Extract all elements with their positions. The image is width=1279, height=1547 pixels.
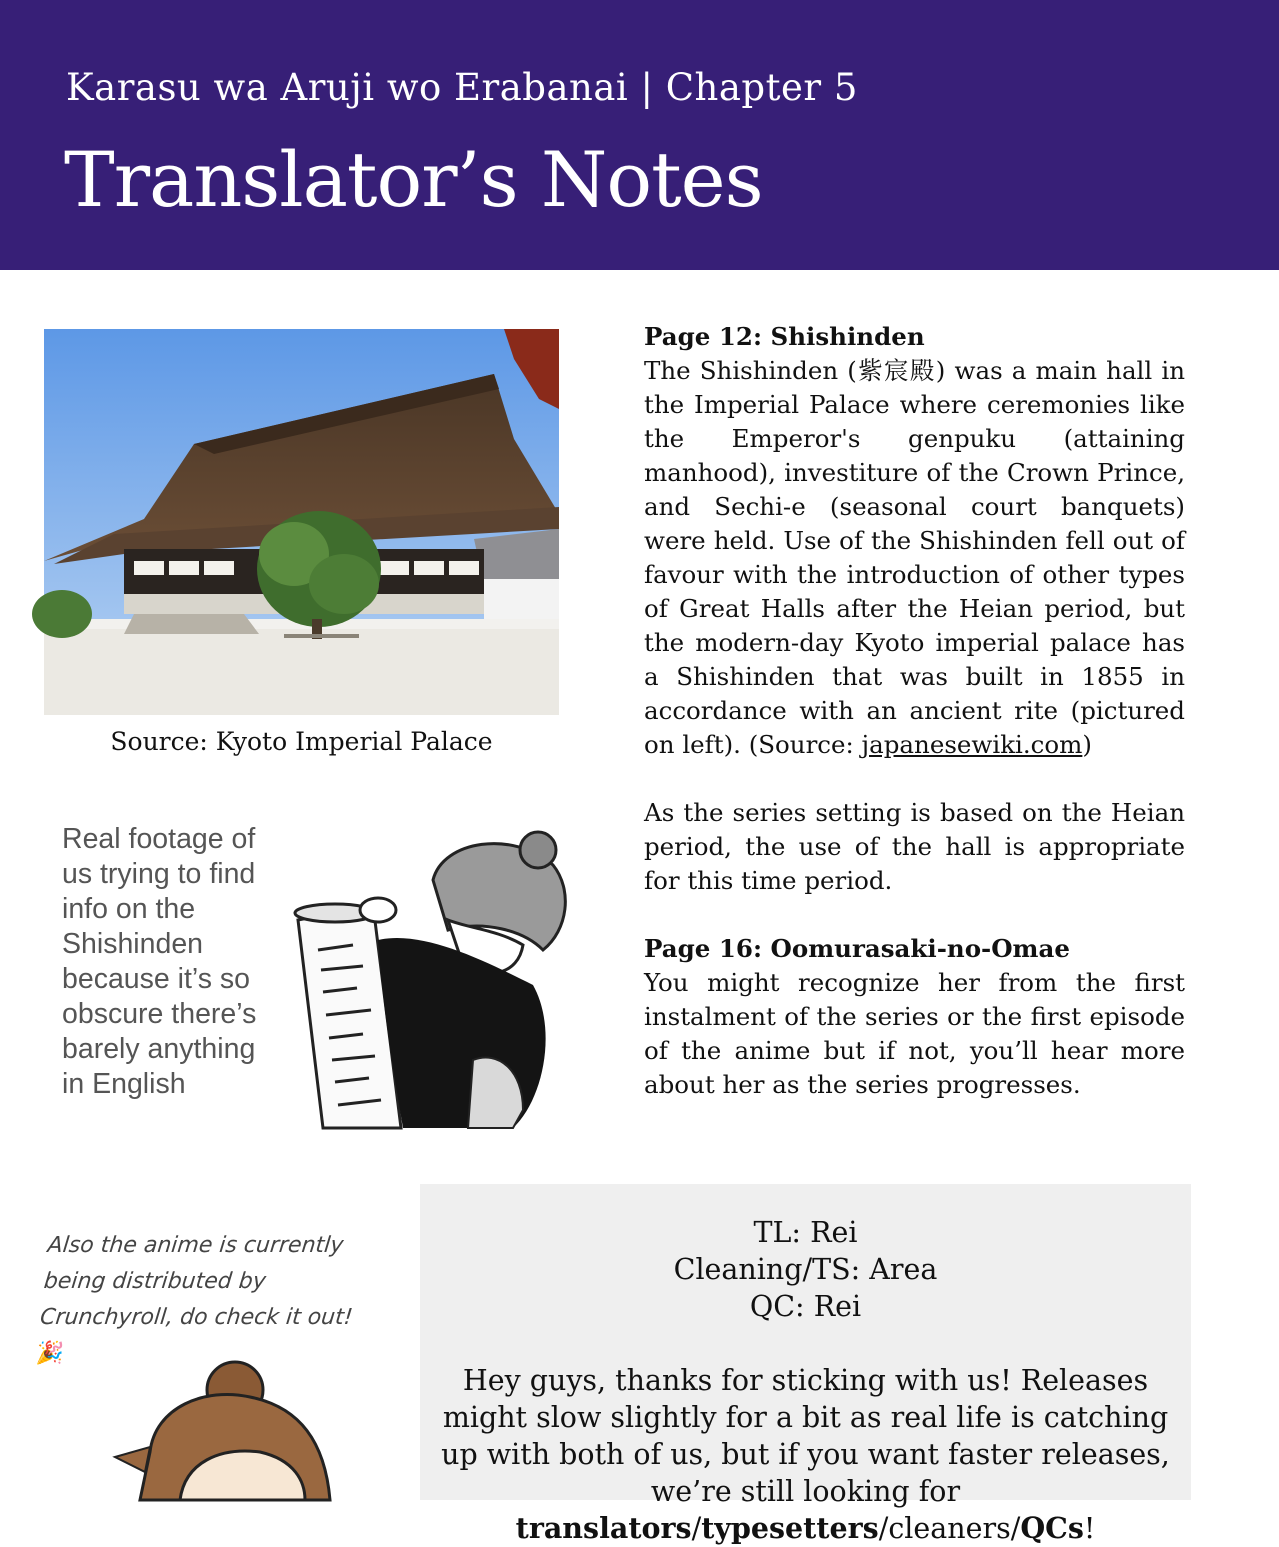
anime-note-text: Also the anime is currently being distributed by Crunchyroll, do check it out!: [38, 1233, 354, 1330]
page-title: Translator’s Notes: [64, 135, 763, 224]
staff-credits: [420, 1214, 1191, 1325]
credits-box: [420, 1184, 1191, 1545]
notes-column: [644, 320, 1185, 1102]
photo-caption: Source: Kyoto Imperial Palace: [110, 727, 493, 756]
note-body-text: The Shishinden (紫宸殿) was a main hall in the Imperial Palace where ceremonies like the Emperor's genpuku (attaining manhood), investiture of the Crown Prince, and Sechi-e (seasonal court banquets) were held. Use of the Shishinden fell out of favour with the introduction of other types of Great Halls after the Heian period, but the modern-day Kyoto imperial palace has a Shishinden that was built in 1855 in accordance with an ancient rite (pictured on left). (Source:: [644, 356, 1185, 759]
series-chapter-title: Karasu wa Aruji wo Erabanai | Chapter 5: [66, 66, 858, 109]
anime-note: [34, 1228, 389, 1372]
note-body-shishinden: [644, 354, 1185, 762]
note-body-tail: ): [1082, 730, 1092, 759]
message-start: Hey guys, thanks for sticking with us! Releases might slow slightly for a bit as real life is catching up with both of us, but if you want faster releases, we’re still looking for: [441, 1364, 1170, 1508]
separator-1: /: [691, 1512, 702, 1545]
manga-scroll-illustration: [283, 810, 585, 1128]
separator-2: /cleaners/: [878, 1512, 1021, 1545]
source-link[interactable]: japanesewiki.com: [861, 730, 1083, 759]
header-banner: [0, 0, 1279, 270]
credit-qc: QC: Rei: [749, 1290, 862, 1323]
chibi-character-illustration: [110, 1352, 350, 1500]
note-body-heian: As the series setting is based on the Heian period, the use of the hall is appropriate for this time period.: [644, 798, 1185, 895]
palace-photo: [44, 329, 559, 715]
note-body-oomurasaki: You might recognize her from the first instalment of the series or the first episode of the anime but if not, you’ll hear more about her as the series progresses.: [644, 968, 1185, 1099]
role-typesetters: typesetters: [701, 1511, 879, 1545]
role-qcs: QCs: [1020, 1511, 1084, 1545]
note-heading-oomurasaki: Page 16: Oomurasaki-no-Omae: [644, 934, 1070, 963]
message-end: !: [1083, 1512, 1096, 1545]
note-heading-shishinden: Page 12: Shishinden: [644, 322, 925, 351]
credit-cleaning: Cleaning/TS: Area: [673, 1253, 938, 1286]
recruitment-message: [420, 1362, 1191, 1547]
party-popper-icon: 🎉: [35, 1341, 66, 1366]
meme-caption: Real footage of us trying to find info on the Shishinden because it’s so obscure there’s barely anything in English: [62, 823, 257, 1100]
credit-translator: TL: Rei: [753, 1216, 858, 1249]
role-translators: translators: [515, 1511, 692, 1545]
